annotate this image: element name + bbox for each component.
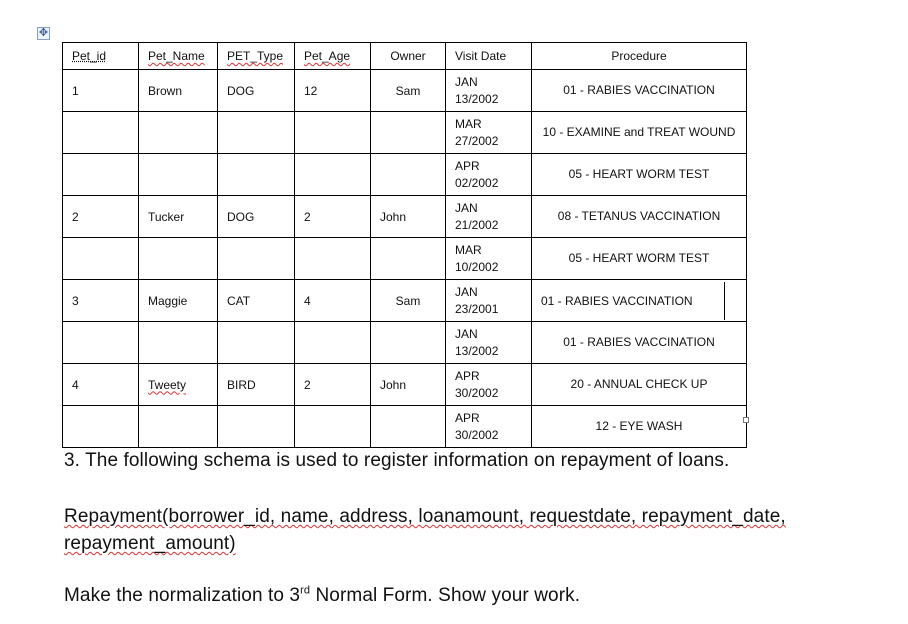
- cell-visit-date: APR 30/2002: [446, 364, 532, 406]
- cell-procedure: 10 - EXAMINE and TREAT WOUND: [532, 112, 747, 154]
- cell-pet-id: [63, 238, 139, 280]
- cell-owner: [371, 406, 446, 448]
- table-move-handle-icon[interactable]: ✥: [38, 27, 49, 39]
- cell-procedure: 20 - ANNUAL CHECK UP: [532, 364, 747, 406]
- cell-pet-name: [139, 154, 218, 196]
- cell-pet-name: [139, 238, 218, 280]
- header-procedure: Procedure: [532, 43, 747, 70]
- cell-pet-age: [295, 154, 371, 196]
- cell-owner: [371, 154, 446, 196]
- header-pet-id: Pet_id: [63, 43, 139, 70]
- cell-pet-type: [218, 406, 295, 448]
- header-pet-name: Pet_Name: [139, 43, 218, 70]
- header-visit-date: Visit Date: [446, 43, 532, 70]
- cell-owner: Sam: [371, 70, 446, 112]
- cell-pet-name: Tweety: [139, 364, 218, 406]
- table-row: [63, 154, 747, 196]
- cell-pet-age: [295, 406, 371, 448]
- header-owner: Owner: [371, 43, 446, 70]
- cell-pet-id: [63, 154, 139, 196]
- cell-pet-type: [218, 112, 295, 154]
- cell-pet-id: [63, 322, 139, 364]
- cell-procedure: 01 - RABIES VACCINATION: [532, 280, 747, 322]
- cell-pet-type: CAT: [218, 280, 295, 322]
- table-row: [63, 70, 747, 112]
- cell-procedure: 01 - RABIES VACCINATION: [532, 70, 747, 112]
- cell-pet-type: BIRD: [218, 364, 295, 406]
- cell-owner: [371, 112, 446, 154]
- cell-pet-name: [139, 112, 218, 154]
- cell-procedure: 08 - TETANUS VACCINATION: [532, 196, 747, 238]
- cell-pet-name: [139, 406, 218, 448]
- table-row: [63, 196, 747, 238]
- cell-pet-id: 3: [63, 280, 139, 322]
- cell-pet-type: DOG: [218, 70, 295, 112]
- cell-pet-age: 2: [295, 196, 371, 238]
- table-header-row: [63, 43, 747, 70]
- cell-pet-type: [218, 154, 295, 196]
- cell-procedure: 05 - HEART WORM TEST: [532, 238, 747, 280]
- table-row: [63, 406, 747, 448]
- cell-visit-date: JAN 23/2001: [446, 280, 532, 322]
- question-schema: Repayment(borrower_id, name, address, loanamount, requestdate, repayment_date, repayment_amount): [64, 506, 786, 554]
- table-resize-handle-icon[interactable]: [743, 417, 749, 423]
- cell-pet-id: 1: [63, 70, 139, 112]
- table-row: [63, 364, 747, 406]
- cell-pet-age: 2: [295, 364, 371, 406]
- header-pet-type: PET_Type: [218, 43, 295, 70]
- cell-pet-type: [218, 238, 295, 280]
- cell-procedure: 12 - EYE WASH: [532, 406, 747, 448]
- cell-pet-name: [139, 322, 218, 364]
- cell-pet-type: [218, 322, 295, 364]
- cell-visit-date: JAN 21/2002: [446, 196, 532, 238]
- cell-pet-id: [63, 112, 139, 154]
- cell-visit-date: JAN 13/2002: [446, 322, 532, 364]
- cell-pet-age: [295, 322, 371, 364]
- cell-pet-id: [63, 406, 139, 448]
- cell-owner: Sam: [371, 280, 446, 322]
- table-row: [63, 280, 747, 322]
- cell-pet-age: [295, 238, 371, 280]
- cell-owner: John: [371, 196, 446, 238]
- cell-pet-age: 12: [295, 70, 371, 112]
- header-pet-age: Pet_Age: [295, 43, 371, 70]
- question-task: Make the normalization to 3rd Normal Form. Show your work.: [64, 584, 581, 606]
- cell-visit-date: APR 02/2002: [446, 154, 532, 196]
- cell-procedure: 01 - RABIES VACCINATION: [532, 322, 747, 364]
- cell-pet-name: Brown: [139, 70, 218, 112]
- question-title: 3. The following schema is used to register information on repayment of loans.: [64, 450, 730, 471]
- cell-visit-date: MAR 10/2002: [446, 238, 532, 280]
- cell-pet-id: 4: [63, 364, 139, 406]
- cell-pet-type: DOG: [218, 196, 295, 238]
- cell-pet-id: 2: [63, 196, 139, 238]
- table-row: [63, 322, 747, 364]
- cell-procedure: 05 - HEART WORM TEST: [532, 154, 747, 196]
- cell-visit-date: JAN 13/2002: [446, 70, 532, 112]
- pets-table: [62, 42, 747, 448]
- cell-owner: John: [371, 364, 446, 406]
- cell-visit-date: APR 30/2002: [446, 406, 532, 448]
- cell-visit-date: MAR 27/2002: [446, 112, 532, 154]
- cell-pet-age: [295, 112, 371, 154]
- cell-owner: [371, 238, 446, 280]
- table-row: [63, 112, 747, 154]
- cell-owner: [371, 322, 446, 364]
- cell-pet-name: Maggie: [139, 280, 218, 322]
- table-row: [63, 238, 747, 280]
- cell-pet-name: Tucker: [139, 196, 218, 238]
- cell-pet-age: 4: [295, 280, 371, 322]
